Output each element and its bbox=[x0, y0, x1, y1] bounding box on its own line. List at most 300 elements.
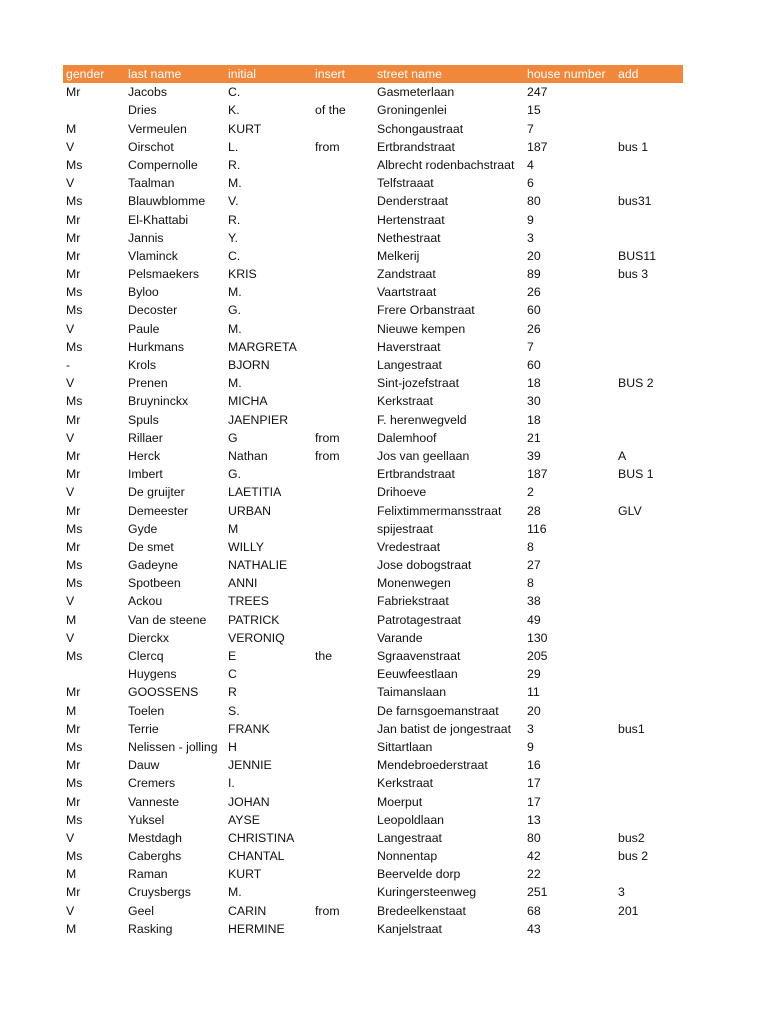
header-last-name: last name bbox=[128, 67, 182, 81]
last-name-cell: Vanneste bbox=[128, 794, 180, 809]
initial-cell: I. bbox=[228, 776, 235, 791]
house-number-cell: 251 bbox=[527, 885, 548, 900]
table-row bbox=[63, 138, 683, 156]
add-cell: BUS 1 bbox=[618, 467, 654, 482]
initial-cell: CARIN bbox=[228, 903, 267, 918]
street-name-cell: Beervelde dorp bbox=[377, 867, 461, 882]
house-number-cell: 38 bbox=[527, 594, 541, 609]
street-name-cell: Jan batist de jongestraat bbox=[377, 721, 511, 736]
gender-cell: Mr bbox=[66, 685, 81, 700]
initial-cell: JENNIE bbox=[228, 758, 272, 773]
table-row bbox=[63, 738, 683, 756]
street-name-cell: Mendebroederstraat bbox=[377, 758, 488, 773]
initial-cell: M. bbox=[228, 321, 242, 336]
initial-cell: E bbox=[228, 649, 237, 663]
initial-cell: CHANTAL bbox=[228, 849, 285, 864]
gender-cell: Ms bbox=[66, 739, 83, 754]
initial-cell: M. bbox=[228, 376, 242, 391]
street-name-cell: Vredestraat bbox=[377, 539, 441, 554]
table-row bbox=[63, 101, 683, 119]
table-row bbox=[63, 665, 683, 683]
gender-cell: M bbox=[66, 867, 77, 882]
last-name-cell: Taalman bbox=[128, 176, 175, 191]
initial-cell: M. bbox=[228, 176, 242, 191]
last-name-cell: Ackou bbox=[128, 594, 163, 609]
street-name-cell: Ertbrandstraat bbox=[377, 467, 455, 482]
initial-cell: Nathan bbox=[228, 448, 268, 463]
street-name-cell: Vaartstraat bbox=[377, 285, 437, 300]
last-name-cell: Spuls bbox=[128, 412, 159, 427]
last-name-cell: Krols bbox=[128, 358, 157, 372]
house-number-cell: 18 bbox=[527, 376, 541, 391]
insert-cell: from bbox=[315, 903, 340, 918]
street-name-cell: Albrecht rodenbachstraat bbox=[377, 157, 515, 172]
table-row bbox=[63, 429, 683, 447]
house-number-cell: 21 bbox=[527, 430, 541, 445]
last-name-cell: Dierckx bbox=[128, 630, 169, 645]
table-row bbox=[63, 520, 683, 538]
table-row bbox=[63, 920, 683, 938]
initial-cell: LAETITIA bbox=[228, 485, 282, 500]
street-name-cell: Jos van geellaan bbox=[377, 448, 470, 463]
gender-cell: V bbox=[66, 903, 75, 918]
house-number-cell: 16 bbox=[527, 758, 541, 773]
header-house-number: house number bbox=[527, 67, 606, 81]
add-cell: 3 bbox=[618, 885, 625, 900]
initial-cell: C. bbox=[228, 248, 241, 263]
last-name-cell: Huygens bbox=[128, 667, 177, 682]
table-row bbox=[63, 447, 683, 465]
house-number-cell: 29 bbox=[527, 667, 541, 682]
street-name-cell: Kerkstraat bbox=[377, 776, 434, 791]
last-name-cell: Geel bbox=[128, 903, 154, 918]
table-row bbox=[63, 338, 683, 356]
street-name-cell: Ertbrandstraat bbox=[377, 139, 455, 154]
table-row bbox=[63, 574, 683, 592]
last-name-cell: Vermeulen bbox=[128, 121, 187, 136]
initial-cell: M. bbox=[228, 285, 242, 300]
house-number-cell: 20 bbox=[527, 703, 541, 718]
house-number-cell: 20 bbox=[527, 248, 541, 263]
gender-cell: Ms bbox=[66, 849, 83, 864]
street-name-cell: Dalemhoof bbox=[377, 430, 437, 445]
street-name-cell: Kanjelstraat bbox=[377, 921, 442, 936]
last-name-cell: Compernolle bbox=[128, 157, 198, 172]
initial-cell: URBAN bbox=[228, 503, 272, 518]
street-name-cell: Monenwegen bbox=[377, 576, 451, 591]
last-name-cell: Decoster bbox=[128, 303, 178, 318]
initial-cell: JOHAN bbox=[228, 794, 270, 809]
table-row bbox=[63, 902, 683, 920]
initial-cell: MICHA bbox=[228, 394, 268, 409]
last-name-cell: De smet bbox=[128, 539, 174, 554]
last-name-cell: Prenen bbox=[128, 376, 168, 391]
initial-cell: M bbox=[228, 521, 239, 536]
house-number-cell: 8 bbox=[527, 576, 534, 591]
street-name-cell: Nethestraat bbox=[377, 230, 441, 245]
table-row bbox=[63, 592, 683, 610]
house-number-cell: 7 bbox=[527, 339, 534, 354]
house-number-cell: 49 bbox=[527, 612, 541, 627]
header-insert: insert bbox=[315, 67, 346, 81]
street-name-cell: Langestraat bbox=[377, 830, 442, 845]
street-name-cell: Gasmeterlaan bbox=[377, 85, 455, 100]
last-name-cell: Cruysbergs bbox=[128, 885, 191, 900]
house-number-cell: 43 bbox=[527, 921, 541, 936]
gender-cell: V bbox=[66, 176, 75, 191]
last-name-cell: Clercq bbox=[128, 649, 164, 663]
house-number-cell: 17 bbox=[527, 794, 541, 809]
gender-cell: Mr bbox=[66, 758, 81, 773]
street-name-cell: Jose dobogstraat bbox=[377, 558, 472, 573]
gender-cell: V bbox=[66, 630, 75, 645]
house-number-cell: 247 bbox=[527, 85, 548, 100]
street-name-cell: Sittartlaan bbox=[377, 739, 433, 754]
house-number-cell: 22 bbox=[527, 867, 541, 882]
last-name-cell: Rillaer bbox=[128, 430, 163, 445]
add-cell: bus 2 bbox=[618, 849, 649, 864]
street-name-cell: Frere Orbanstraat bbox=[377, 303, 475, 318]
initial-cell: S. bbox=[228, 703, 240, 718]
last-name-cell: Dries bbox=[128, 103, 157, 118]
table-row bbox=[63, 720, 683, 738]
table-row bbox=[63, 156, 683, 174]
add-cell: A bbox=[618, 448, 627, 463]
initial-cell: C bbox=[228, 667, 237, 682]
street-name-cell: Kerkstraat bbox=[377, 394, 434, 409]
initial-cell: K. bbox=[228, 103, 240, 118]
gender-cell: Mr bbox=[66, 267, 81, 282]
add-cell: GLV bbox=[618, 503, 642, 518]
initial-cell: VERONIQ bbox=[228, 630, 285, 645]
street-name-cell: Eeuwfeestlaan bbox=[377, 667, 458, 682]
house-number-cell: 26 bbox=[527, 285, 541, 300]
last-name-cell: GOOSSENS bbox=[128, 685, 199, 700]
street-name-cell: Sint-jozefstraat bbox=[377, 376, 460, 391]
initial-cell: G. bbox=[228, 467, 241, 482]
street-name-cell: Schongaustraat bbox=[377, 121, 464, 136]
gender-cell: V bbox=[66, 594, 75, 609]
initial-cell: R. bbox=[228, 157, 241, 172]
gender-cell: Ms bbox=[66, 558, 83, 573]
gender-cell: Mr bbox=[66, 721, 81, 736]
house-number-cell: 3 bbox=[527, 230, 534, 245]
gender-cell: Mr bbox=[66, 794, 81, 809]
add-cell: bus 3 bbox=[618, 267, 649, 282]
table-row bbox=[63, 502, 683, 520]
initial-cell: H bbox=[228, 739, 237, 754]
last-name-cell: El-Khattabi bbox=[128, 212, 189, 227]
last-name-cell: Toelen bbox=[128, 703, 165, 718]
house-number-cell: 30 bbox=[527, 394, 541, 409]
last-name-cell: Jannis bbox=[128, 230, 164, 245]
last-name-cell: Oirschot bbox=[128, 139, 174, 154]
house-number-cell: 42 bbox=[527, 849, 541, 864]
house-number-cell: 60 bbox=[527, 303, 541, 318]
gender-cell: Ms bbox=[66, 194, 83, 209]
house-number-cell: 2 bbox=[527, 485, 534, 500]
house-number-cell: 39 bbox=[527, 448, 541, 463]
insert-cell: from bbox=[315, 448, 340, 463]
street-name-cell: Drihoeve bbox=[377, 485, 427, 500]
street-name-cell: Nieuwe kempen bbox=[377, 321, 466, 336]
initial-cell: PATRICK bbox=[228, 612, 280, 627]
table-row bbox=[63, 865, 683, 883]
street-name-cell: Hertenstraat bbox=[377, 212, 445, 227]
gender-cell: Mr bbox=[66, 885, 81, 900]
street-name-cell: Zandstraat bbox=[377, 267, 436, 282]
gender-cell: M bbox=[66, 921, 77, 936]
house-number-cell: 187 bbox=[527, 139, 548, 154]
header-gender: gender bbox=[66, 67, 105, 81]
gender-cell: Ms bbox=[66, 157, 83, 172]
street-name-cell: Moerput bbox=[377, 794, 423, 809]
table-row bbox=[63, 374, 683, 392]
gender-cell: Mr bbox=[66, 212, 81, 227]
initial-cell: WILLY bbox=[228, 539, 264, 554]
gender-cell: - bbox=[66, 358, 71, 372]
initial-cell: L. bbox=[228, 139, 239, 154]
last-name-cell: Bruyninckx bbox=[128, 394, 189, 409]
house-number-cell: 89 bbox=[527, 267, 541, 282]
house-number-cell: 28 bbox=[527, 503, 541, 518]
gender-cell: Ms bbox=[66, 521, 83, 536]
gender-cell: Mr bbox=[66, 448, 81, 463]
house-number-cell: 17 bbox=[527, 776, 541, 791]
last-name-cell: Raman bbox=[128, 867, 168, 882]
initial-cell: V. bbox=[228, 194, 239, 209]
table-row bbox=[63, 301, 683, 319]
table-row bbox=[63, 83, 683, 101]
house-number-cell: 60 bbox=[527, 358, 541, 372]
house-number-cell: 80 bbox=[527, 830, 541, 845]
house-number-cell: 26 bbox=[527, 321, 541, 336]
initial-cell: FRANK bbox=[228, 721, 270, 736]
gender-cell: M bbox=[66, 703, 77, 718]
street-name-cell: Felixtimmermansstraat bbox=[377, 503, 502, 518]
table-row bbox=[63, 702, 683, 720]
street-name-cell: Telfstraaat bbox=[377, 176, 434, 191]
initial-cell: BJORN bbox=[228, 358, 270, 372]
house-number-cell: 4 bbox=[527, 157, 534, 172]
house-number-cell: 130 bbox=[527, 630, 548, 645]
table-row bbox=[63, 556, 683, 574]
table-row bbox=[63, 647, 683, 665]
gender-cell: Ms bbox=[66, 576, 83, 591]
initial-cell: JAENPIER bbox=[228, 412, 289, 427]
street-name-cell: De farnsgoemanstraat bbox=[377, 703, 499, 718]
add-cell: bus31 bbox=[618, 194, 652, 209]
table-row bbox=[63, 756, 683, 774]
table-row bbox=[63, 483, 683, 501]
street-name-cell: Taimanslaan bbox=[377, 685, 447, 700]
last-name-cell: Yuksel bbox=[128, 812, 165, 827]
add-cell: bus1 bbox=[618, 721, 645, 736]
street-name-cell: Sgraavenstraat bbox=[377, 649, 461, 663]
insert-cell: from bbox=[315, 430, 340, 445]
table-row bbox=[63, 356, 683, 374]
gender-cell: M bbox=[66, 121, 77, 136]
gender-cell: M bbox=[66, 612, 77, 627]
add-cell: BUS11 bbox=[618, 248, 657, 263]
insert-cell: the bbox=[315, 649, 333, 663]
header-add: add bbox=[618, 67, 639, 81]
house-number-cell: 9 bbox=[527, 212, 534, 227]
street-name-cell: Nonnentap bbox=[377, 849, 438, 864]
last-name-cell: Nelissen - jolling bbox=[128, 739, 218, 754]
street-name-cell: Haverstraat bbox=[377, 339, 441, 354]
gender-cell: Mr bbox=[66, 248, 81, 263]
table-row bbox=[63, 265, 683, 283]
street-name-cell: Leopoldlaan bbox=[377, 812, 445, 827]
street-name-cell: Patrotagestraat bbox=[377, 612, 462, 627]
add-cell: BUS 2 bbox=[618, 376, 654, 391]
house-number-cell: 13 bbox=[527, 812, 541, 827]
house-number-cell: 18 bbox=[527, 412, 541, 427]
table-row bbox=[63, 229, 683, 247]
table-row bbox=[63, 811, 683, 829]
last-name-cell: Cremers bbox=[128, 776, 176, 791]
initial-cell: KURT bbox=[228, 121, 262, 136]
table-row bbox=[63, 683, 683, 701]
last-name-cell: Terrie bbox=[128, 721, 159, 736]
house-number-cell: 15 bbox=[527, 103, 541, 118]
initial-cell: ANNI bbox=[228, 576, 258, 591]
house-number-cell: 27 bbox=[527, 558, 541, 573]
house-number-cell: 9 bbox=[527, 739, 534, 754]
gender-cell: V bbox=[66, 485, 75, 500]
gender-cell: V bbox=[66, 376, 75, 391]
street-name-cell: Bredeelkenstaat bbox=[377, 903, 466, 918]
street-name-cell: Denderstraat bbox=[377, 194, 449, 209]
house-number-cell: 6 bbox=[527, 176, 534, 191]
table-row bbox=[63, 538, 683, 556]
last-name-cell: Hurkmans bbox=[128, 339, 185, 354]
house-number-cell: 205 bbox=[527, 649, 548, 663]
gender-cell: Ms bbox=[66, 649, 83, 663]
house-number-cell: 11 bbox=[527, 685, 540, 700]
insert-cell: from bbox=[315, 139, 340, 154]
add-cell: 201 bbox=[618, 903, 639, 918]
table-row bbox=[63, 774, 683, 792]
gender-cell: Ms bbox=[66, 285, 83, 300]
house-number-cell: 187 bbox=[527, 467, 548, 482]
last-name-cell: Pelsmaekers bbox=[128, 267, 200, 282]
last-name-cell: Imbert bbox=[128, 467, 163, 482]
gender-cell: Ms bbox=[66, 339, 83, 354]
last-name-cell: Gyde bbox=[128, 521, 158, 536]
gender-cell: Ms bbox=[66, 776, 83, 791]
gender-cell: V bbox=[66, 139, 75, 154]
street-name-cell: F. herenwegveld bbox=[377, 412, 467, 427]
insert-cell: of the bbox=[315, 103, 346, 118]
table-row bbox=[63, 283, 683, 301]
street-name-cell: Groningenlei bbox=[377, 103, 447, 118]
initial-cell: TREES bbox=[228, 594, 269, 609]
table-body bbox=[63, 83, 683, 938]
street-name-cell: Varande bbox=[377, 630, 423, 645]
table-row bbox=[63, 465, 683, 483]
initial-cell: C. bbox=[228, 85, 241, 100]
gender-cell: Ms bbox=[66, 812, 83, 827]
initial-cell: KURT bbox=[228, 867, 262, 882]
gender-cell: Mr bbox=[66, 539, 81, 554]
table-row bbox=[63, 392, 683, 410]
table-row bbox=[63, 211, 683, 229]
initial-cell: R. bbox=[228, 212, 241, 227]
gender-cell: Mr bbox=[66, 85, 81, 100]
last-name-cell: Blauwblomme bbox=[128, 194, 206, 209]
last-name-cell: Van de steene bbox=[128, 612, 207, 627]
last-name-cell: Caberghs bbox=[128, 849, 182, 864]
gender-cell: Ms bbox=[66, 394, 83, 409]
spreadsheet-table bbox=[63, 65, 683, 938]
table-row bbox=[63, 629, 683, 647]
house-number-cell: 8 bbox=[527, 539, 534, 554]
street-name-cell: Kuringersteenweg bbox=[377, 885, 477, 900]
house-number-cell: 68 bbox=[527, 903, 541, 918]
gender-cell: V bbox=[66, 430, 75, 445]
table-row bbox=[63, 247, 683, 265]
last-name-cell: De gruijter bbox=[128, 485, 185, 500]
table-row bbox=[63, 611, 683, 629]
add-cell: bus2 bbox=[618, 830, 645, 845]
table-row bbox=[63, 883, 683, 901]
gender-cell: V bbox=[66, 321, 75, 336]
house-number-cell: 80 bbox=[527, 194, 541, 209]
last-name-cell: Byloo bbox=[128, 285, 159, 300]
street-name-cell: Fabriekstraat bbox=[377, 594, 449, 609]
initial-cell: AYSE bbox=[228, 812, 260, 827]
initial-cell: Y. bbox=[228, 230, 239, 245]
gender-cell: Mr bbox=[66, 503, 81, 518]
street-name-cell: Melkerij bbox=[377, 248, 420, 263]
street-name-cell: Langestraat bbox=[377, 358, 442, 372]
street-name-cell: spijestraat bbox=[377, 521, 434, 536]
last-name-cell: Jacobs bbox=[128, 85, 167, 100]
header-row bbox=[63, 65, 683, 83]
gender-cell: Mr bbox=[66, 230, 81, 245]
add-cell: bus 1 bbox=[618, 139, 649, 154]
table-row bbox=[63, 320, 683, 338]
gender-cell: V bbox=[66, 830, 75, 845]
gender-cell: Mr bbox=[66, 412, 81, 427]
gender-cell: Ms bbox=[66, 303, 83, 318]
table-row bbox=[63, 847, 683, 865]
table-row bbox=[63, 411, 683, 429]
last-name-cell: Dauw bbox=[128, 758, 160, 773]
house-number-cell: 116 bbox=[527, 521, 547, 536]
table-row bbox=[63, 120, 683, 138]
last-name-cell: Gadeyne bbox=[128, 558, 178, 573]
last-name-cell: Mestdagh bbox=[128, 830, 183, 845]
initial-cell: CHRISTINA bbox=[228, 830, 295, 845]
initial-cell: G. bbox=[228, 303, 241, 318]
last-name-cell: Paule bbox=[128, 321, 160, 336]
initial-cell: NATHALIE bbox=[228, 558, 288, 573]
initial-cell: G bbox=[228, 430, 238, 445]
house-number-cell: 7 bbox=[527, 121, 534, 136]
initial-cell: R bbox=[228, 685, 237, 700]
initial-cell: M. bbox=[228, 885, 242, 900]
last-name-cell: Vlaminck bbox=[128, 248, 178, 263]
house-number-cell: 3 bbox=[527, 721, 534, 736]
initial-cell: HERMINE bbox=[228, 921, 285, 936]
table-row bbox=[63, 793, 683, 811]
last-name-cell: Demeester bbox=[128, 503, 189, 518]
header-street-name: street name bbox=[377, 67, 442, 81]
last-name-cell: Spotbeen bbox=[128, 576, 181, 591]
